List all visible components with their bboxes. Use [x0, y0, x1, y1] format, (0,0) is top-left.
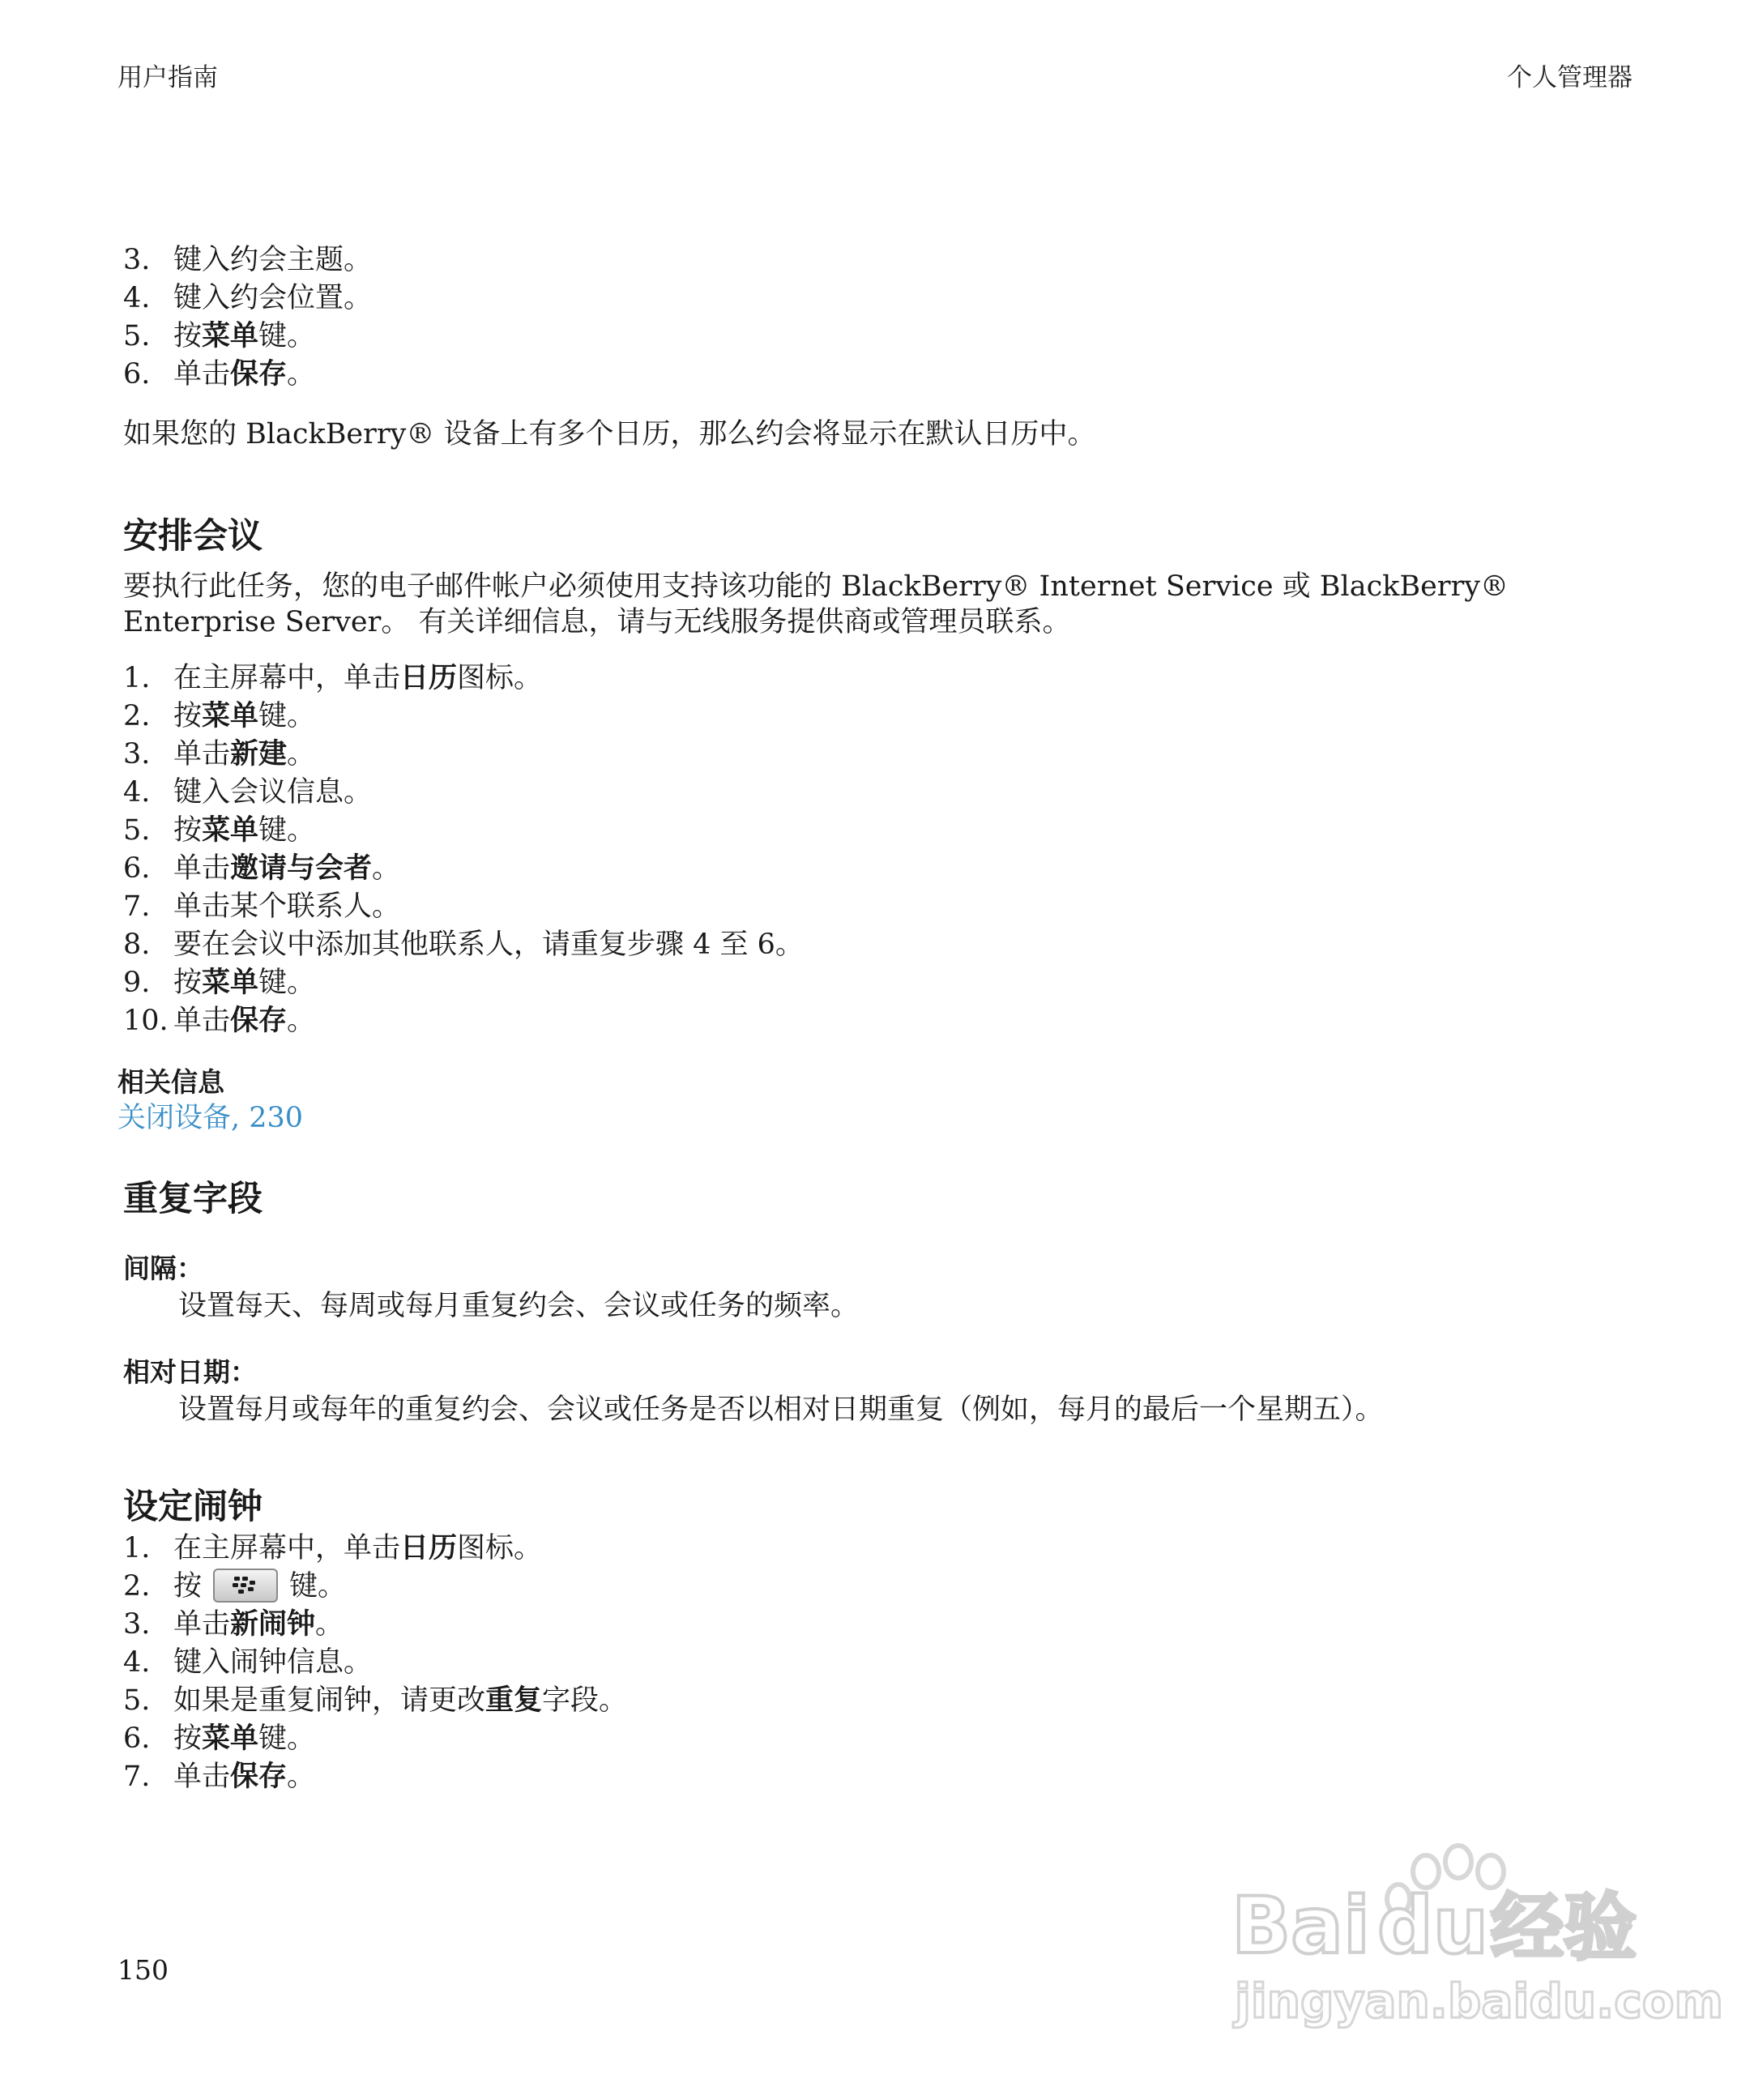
step-number: 1.: [123, 662, 151, 694]
step-number: 3.: [123, 738, 151, 770]
step-text: 在主屏幕中，单击: [173, 662, 401, 694]
step-text: 按: [173, 1722, 203, 1755]
multiple-calendars-note: 如果您的 BlackBerry® 设备上有多个日历，那么约会将显示在默认日历中。: [123, 418, 1096, 450]
step-text: 键入闹钟信息。: [173, 1646, 373, 1679]
ui-term: 菜单: [202, 1722, 259, 1755]
step-text: 键。: [289, 1570, 347, 1603]
step-number: 8.: [123, 928, 151, 961]
field-term-interval: 间隔：: [123, 1253, 203, 1284]
step-number: 6.: [123, 1722, 151, 1755]
step-text: 单击: [173, 1005, 231, 1037]
step-text: 。: [287, 738, 316, 770]
step-item: [123, 736, 804, 774]
step-text: 要在会议中添加其他联系人，请重复步骤 4 至 6。: [173, 928, 804, 961]
step-item: [123, 964, 804, 1002]
meeting-prerequisite-text: 要执行此任务，您的电子邮件帐户必须使用支持该功能的 BlackBerry® Internet Service 或 BlackBerry® Enterprise Server。 有关详细信息，请与无线服务提供商或管理员联系。: [123, 570, 1509, 638]
step-number: 9.: [123, 967, 151, 999]
step-text: 如果是重复闹钟，请更改: [173, 1684, 486, 1717]
step-item: [123, 280, 372, 318]
step-item: [123, 1758, 627, 1796]
related-info-heading: 相关信息: [117, 1066, 224, 1098]
appointment-steps-list: [123, 241, 372, 394]
svg-text:Bai: Bai: [1231, 1880, 1370, 1971]
running-header-left: 用户指南: [117, 63, 218, 92]
field-desc-interval: 设置每天、每周或每月重复约会、会议或任务的频率。: [178, 1290, 860, 1322]
section-title-schedule-meeting: 安排会议: [123, 516, 262, 557]
step-text: 按: [173, 967, 203, 999]
step-item: [123, 812, 804, 850]
step-text: 图标。: [457, 1532, 543, 1564]
step-text: 键。: [258, 320, 316, 352]
step-number: 1.: [123, 1532, 151, 1564]
section-title-recurrence-fields: 重复字段: [123, 1179, 262, 1219]
step-item: [123, 241, 372, 280]
step-text: 单击: [173, 1608, 231, 1641]
ui-term: 保存: [230, 1761, 288, 1793]
step-item: [123, 1002, 804, 1040]
ui-term: 菜单: [202, 967, 259, 999]
step-text: 键入约会位置。: [173, 282, 373, 314]
ui-term: 邀请与会者: [230, 852, 373, 885]
step-text: 键入约会主题。: [173, 244, 373, 276]
step-item: [123, 888, 804, 926]
step-number: 5.: [123, 1684, 151, 1717]
step-item: [123, 1682, 627, 1720]
step-text: 字段。: [542, 1684, 628, 1717]
ui-term: 保存: [230, 1005, 288, 1037]
step-text: 按: [173, 814, 203, 847]
step-text: 键。: [258, 700, 316, 732]
step-number: 5.: [123, 320, 151, 352]
step-number: 5.: [123, 814, 151, 847]
step-text: 单击: [173, 852, 231, 885]
step-item: [123, 659, 804, 698]
related-link-shutdown[interactable]: 关闭设备, 230: [117, 1102, 304, 1134]
step-item: [123, 698, 804, 736]
step-number: 7.: [123, 890, 151, 923]
step-item: [123, 1720, 627, 1758]
step-text: 。: [315, 1608, 344, 1641]
step-item: [123, 356, 372, 394]
running-header-right: 个人管理器: [1507, 63, 1633, 92]
step-number: 4.: [123, 776, 151, 809]
step-text: 按: [173, 320, 203, 352]
step-item: [123, 1644, 627, 1682]
step-text: 。: [287, 1005, 316, 1037]
ui-term: 新闹钟: [230, 1608, 316, 1641]
ui-term: 菜单: [202, 814, 259, 847]
step-text: 单击某个联系人。: [173, 890, 401, 923]
step-item: [123, 1606, 627, 1644]
step-item: [123, 850, 804, 888]
step-text: 键。: [258, 967, 316, 999]
step-text: 按: [173, 1570, 203, 1603]
step-item: [123, 926, 804, 964]
step-number: 3.: [123, 1608, 151, 1641]
page-number: 150: [117, 1954, 169, 1986]
ui-term: 保存: [230, 358, 288, 391]
field-term-relative-date: 相对日期：: [123, 1356, 257, 1388]
ui-term: 新建: [230, 738, 288, 770]
step-text: 单击: [173, 358, 231, 391]
step-text: 单击: [173, 1761, 231, 1793]
step-number: 4.: [123, 282, 151, 314]
svg-text:du: du: [1377, 1880, 1489, 1971]
blackberry-menu-key-icon: [213, 1569, 278, 1603]
svg-text:jingyan.baidu.com: jingyan.baidu.com: [1235, 1974, 1723, 2029]
step-text: 按: [173, 700, 203, 732]
svg-text:经验: 经验: [1491, 1885, 1637, 1970]
alarm-steps-list: [123, 1530, 627, 1796]
ui-term: 菜单: [202, 700, 259, 732]
step-text: 键。: [258, 1722, 316, 1755]
step-number: 3.: [123, 244, 151, 276]
step-text: 图标。: [457, 662, 543, 694]
step-text: 。: [287, 1761, 316, 1793]
step-text: 键入会议信息。: [173, 776, 373, 809]
section-title-set-alarm: 设定闹钟: [123, 1487, 262, 1527]
ui-term: 日历: [400, 662, 458, 694]
step-text: 单击: [173, 738, 231, 770]
step-number: 4.: [123, 1646, 151, 1679]
ui-term: 菜单: [202, 320, 259, 352]
step-number: 7.: [123, 1761, 151, 1793]
baidu-jingyan-watermark: [1223, 1839, 1723, 2034]
step-number: 10.: [123, 1005, 169, 1037]
step-item: [123, 1530, 627, 1568]
field-desc-relative-date: 设置每月或每年的重复约会、会议或任务是否以相对日期重复（例如，每月的最后一个星期五）。: [178, 1394, 1384, 1426]
step-text: 。: [372, 852, 401, 885]
ui-term: 日历: [400, 1532, 458, 1564]
step-number: 6.: [123, 358, 151, 391]
step-item: [123, 1568, 627, 1606]
step-number: 2.: [123, 700, 151, 732]
ui-term: 重复: [485, 1684, 543, 1717]
step-item: [123, 318, 372, 356]
step-number: 6.: [123, 852, 151, 885]
step-item: [123, 774, 804, 812]
step-text: 在主屏幕中，单击: [173, 1532, 401, 1564]
step-text: 。: [287, 358, 316, 391]
step-text: 键。: [258, 814, 316, 847]
meeting-steps-list: [123, 659, 804, 1040]
step-number: 2.: [123, 1570, 151, 1603]
